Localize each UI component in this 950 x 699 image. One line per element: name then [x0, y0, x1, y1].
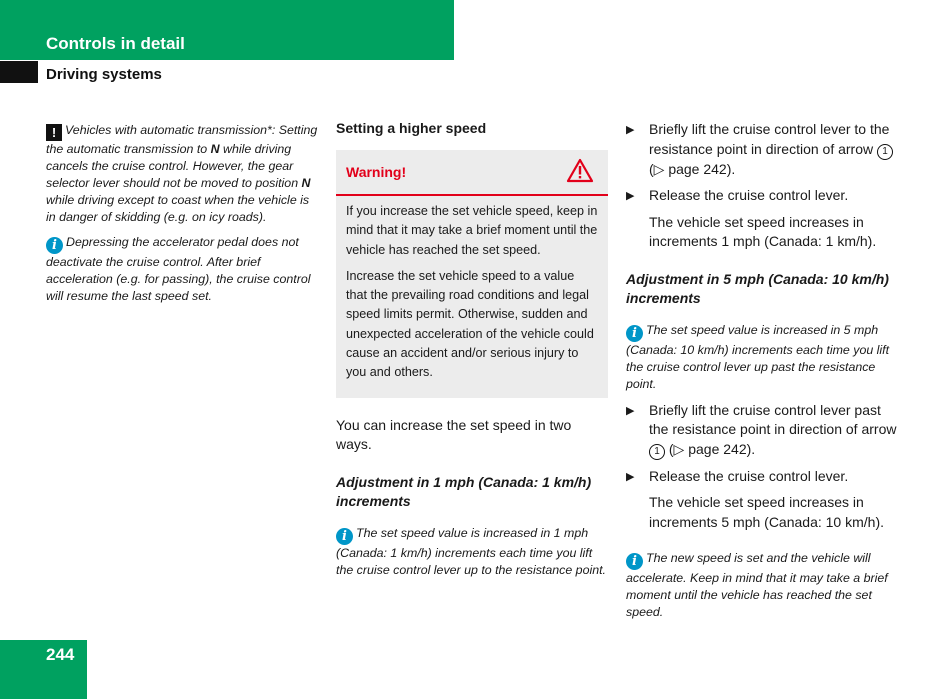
info-note — [336, 525, 608, 579]
info-note — [626, 550, 904, 621]
warning-note-text: while driving cancels the cruise control. However, the gear selector lever should not be moved to position — [46, 142, 302, 190]
warning-note — [46, 122, 322, 226]
page-reference: (▷ page 242). — [665, 440, 756, 457]
warning-note-gear: N — [301, 176, 311, 190]
warning-note-text: Vehicles with automatic transmission*: Setting the automatic transmission to — [46, 123, 318, 156]
info-icon: i — [336, 528, 353, 545]
exclamation-icon: ! — [46, 124, 62, 141]
column-left — [46, 122, 322, 313]
page-reference: (▷ page 242). — [649, 160, 736, 177]
arrow-marker: 1 — [649, 444, 665, 460]
step-item — [626, 186, 904, 206]
warning-title: Warning! — [346, 164, 407, 180]
info-note-text: The set speed value is increased in 1 mph (Canada: 1 km/h) increments each time you lift the cruise control lever up to the resistance point. — [336, 525, 606, 577]
intro-text: You can increase the set speed in two ways. — [336, 416, 572, 453]
arrow-marker: 1 — [877, 144, 893, 160]
bullet-arrow-icon: ▶ — [626, 124, 635, 136]
info-note-text: Depressing the accelerator pedal does not deactivate the cruise control. After brief acceleration (e.g. for passing), the cruise control will resume the last speed set. — [46, 235, 311, 303]
step-item — [626, 120, 904, 179]
warning-box-body — [336, 196, 608, 398]
sub-heading: Adjustment in 5 mph (Canada: 10 km/h) increments — [626, 270, 889, 306]
step-text: Briefly lift the cruise control lever past the resistance point in direction of arrow — [649, 401, 897, 437]
bullet-arrow-icon: ▶ — [626, 404, 635, 417]
column-right — [626, 120, 904, 629]
warning-note-gear: N — [210, 142, 220, 156]
subtitle-marker — [0, 61, 38, 83]
warning-note-text: while driving except to coast when the vehicle is in danger of skidding (e.g. on icy roads). — [46, 193, 310, 224]
step-text: Briefly lift the cruise control lever to the resistance point in direction of arrow — [649, 121, 890, 157]
info-note — [46, 234, 322, 305]
warning-paragraph: Increase the set vehicle speed to a value that the prevailing road conditions and legal speed limits permit. Otherwise, sudden and unexpected acceleration of the vehicle could cause an accident and/or serious injury to you and others. — [346, 268, 594, 380]
result-text: The vehicle set speed increases in increments 5 mph (Canada: 10 km/h). — [649, 494, 884, 530]
info-icon: i — [626, 553, 643, 570]
bullet-arrow-icon: ▶ — [626, 190, 635, 202]
section-title: Controls in detail — [46, 34, 185, 53]
step-text: Release the cruise control lever. — [649, 187, 849, 203]
bullet-arrow-icon: ▶ — [626, 470, 635, 483]
warning-paragraph: If you increase the set vehicle speed, keep in mind that it may take a brief moment until the vehicle has reached the set speed. — [346, 204, 598, 257]
column-middle — [336, 120, 608, 587]
info-note-text: The new speed is set and the vehicle will accelerate. Keep in mind that it may take a brief moment until the vehicle has reached the set speed. — [626, 551, 888, 619]
page-subtitle: Driving systems — [46, 66, 162, 83]
warning-box — [336, 150, 608, 398]
info-icon: i — [46, 237, 63, 254]
sub-heading: Adjustment in 1 mph (Canada: 1 km/h) increments — [336, 473, 592, 509]
section-heading: Setting a higher speed — [336, 120, 487, 136]
info-note-text: The set speed value is increased in 5 mph (Canada: 10 km/h) increments each time you lift the cruise control lever up past the resistance point. — [626, 322, 890, 391]
warning-triangle-icon — [566, 158, 594, 183]
info-icon: i — [626, 325, 643, 342]
step-text: Release the cruise control lever. — [649, 467, 849, 484]
warning-box-header — [336, 150, 608, 196]
info-note — [626, 322, 904, 393]
result-text: The vehicle set speed increases in increments 1 mph (Canada: 1 km/h). — [649, 213, 877, 249]
step-item — [626, 467, 904, 487]
step-item — [626, 401, 904, 460]
page-number: 244 — [46, 645, 75, 664]
